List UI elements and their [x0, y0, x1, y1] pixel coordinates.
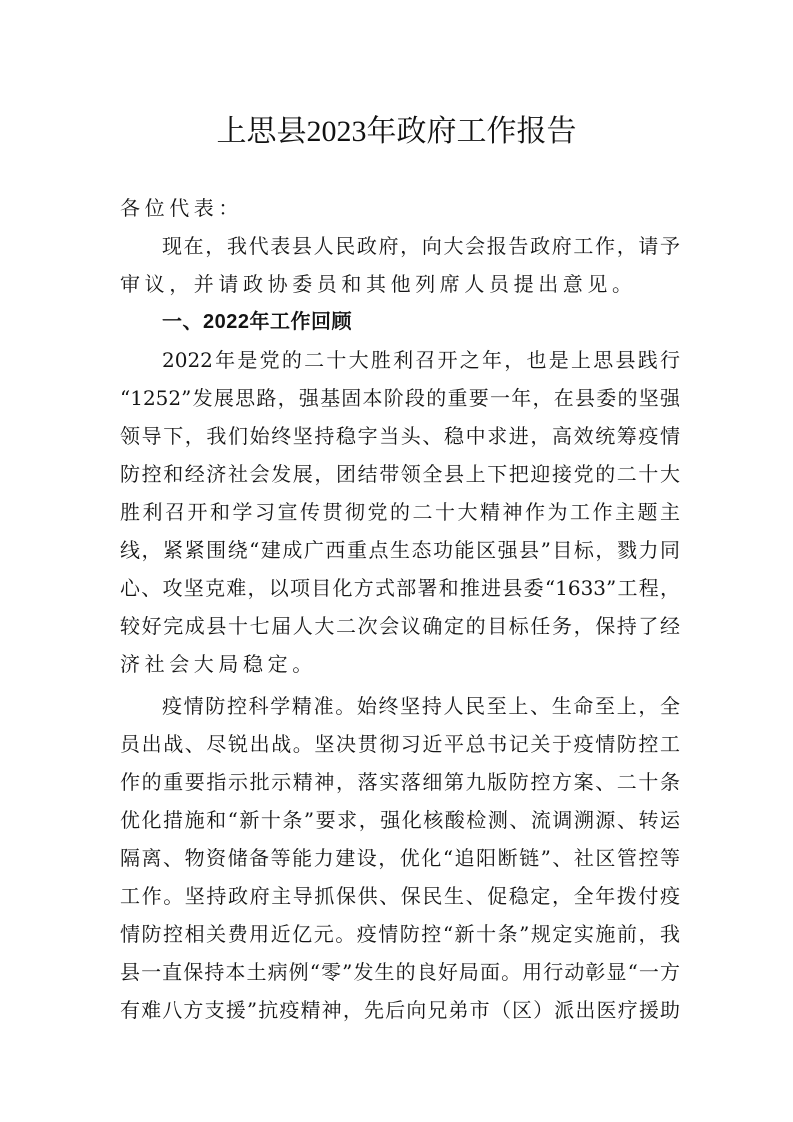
paragraph-line: 济社会大局稳定。 — [120, 652, 317, 676]
paragraph-line: 胜利召开和学习宣传贯彻党的二十大精神作为工作主题主 — [120, 500, 680, 524]
paragraph-line: 防控和经济社会发展，团结带领全县上下把迎接党的二十大 — [120, 462, 680, 486]
paragraph-line: 县一直保持本土病例“零”发生的良好局面。用行动彰显“一方 — [120, 960, 680, 984]
paragraph-line: 审议，并请政协委员和其他列席人员提出意见。 — [120, 272, 637, 296]
paragraph-line: “1252”发展思路，强基固本阶段的重要一年，在县委的坚强 — [120, 386, 680, 410]
paragraph-line: 领导下，我们始终坚持稳字当头、稳中求进，高效统筹疫情 — [120, 424, 680, 448]
paragraph-line: 员出战、尽锐出战。坚决贯彻习近平总书记关于疫情防控工 — [120, 732, 680, 756]
paragraph-line: 2022年是党的二十大胜利召开之年，也是上思县践行 — [162, 348, 680, 372]
paragraph-line: 情防控相关费用近亿元。疫情防控“新十条”规定实施前，我 — [120, 922, 680, 946]
paragraph-line: 现在，我代表县人民政府，向大会报告政府工作，请予 — [162, 234, 680, 258]
paragraph-line: 线，紧紧围绕“建成广西重点生态功能区强县”目标，戮力同 — [120, 538, 680, 562]
salutation: 各位代表： — [120, 196, 243, 220]
paragraph-line: 疫情防控科学精准。始终坚持人民至上、生命至上，全 — [162, 694, 680, 718]
paragraph-line: 较好完成县十七届人大二次会议确定的目标任务，保持了经 — [120, 614, 680, 638]
paragraph-line: 心、攻坚克难，以项目化方式部署和推进县委“1633”工程， — [120, 576, 680, 600]
paragraph-line: 作的重要指示批示精神，落实落细第九版防控方案、二十条 — [120, 770, 680, 794]
paragraph-line: 工作。坚持政府主导抓保供、保民生、促稳定，全年拨付疫 — [120, 884, 680, 908]
paragraph-line: 优化措施和“新十条”要求，强化核酸检测、流调溯源、转运 — [120, 808, 680, 832]
paragraph-line: 隔离、物资储备等能力建设，优化“追阳断链”、社区管控等 — [120, 846, 680, 870]
document-title: 上思县2023年政府工作报告 — [216, 115, 577, 148]
section-heading: 一、2022年工作回顾 — [162, 311, 352, 333]
paragraph-line: 有难八方支援”抗疫精神，先后向兄弟市（区）派出医疗援助 — [120, 998, 680, 1022]
